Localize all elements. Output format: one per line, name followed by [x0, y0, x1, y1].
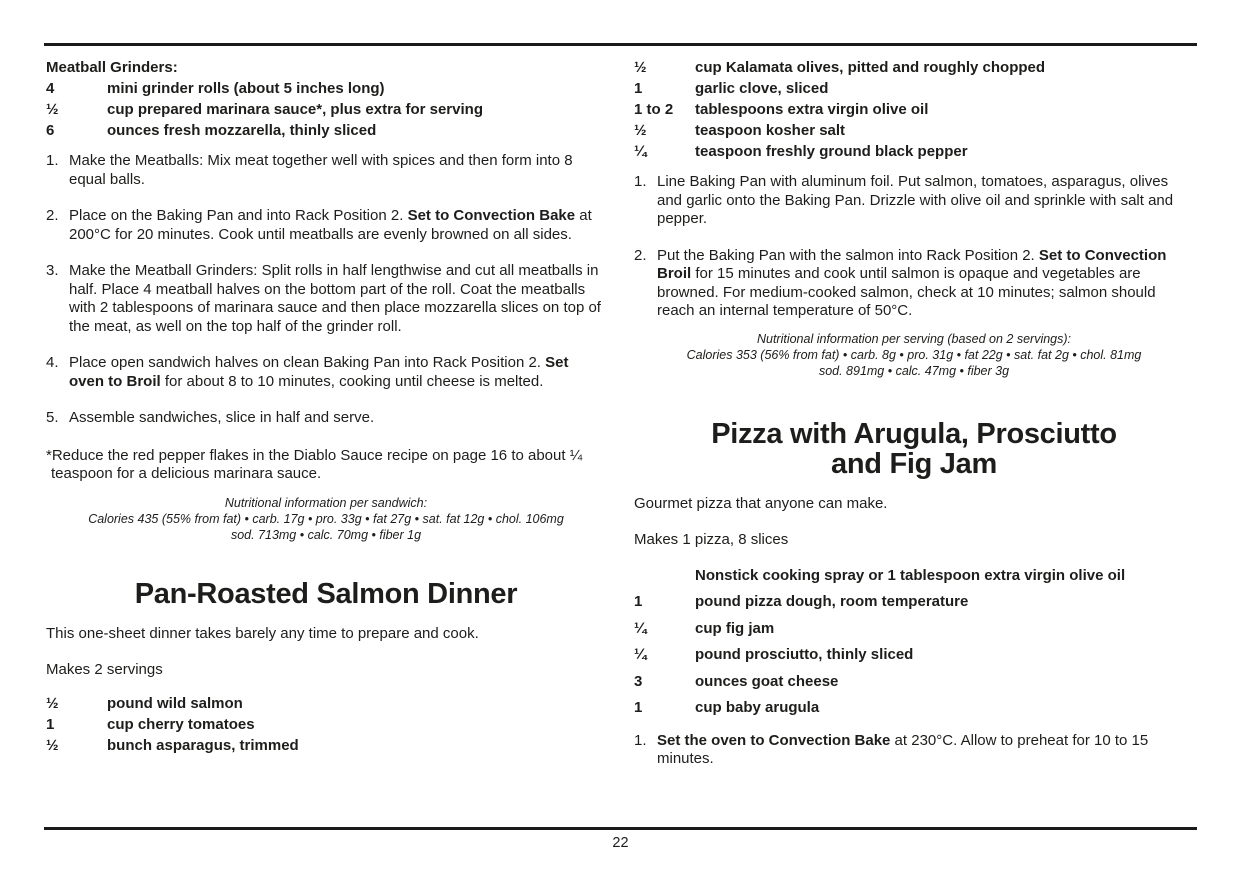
step-number: 5.	[46, 409, 59, 426]
step-text: Assemble sandwiches, slice in half and serve.	[69, 409, 375, 426]
top-rule	[44, 43, 1197, 46]
ingredient-row	[634, 695, 1194, 722]
ingredient-row	[634, 616, 1194, 643]
ingredient-amount: 1	[46, 715, 55, 733]
ingredient-amount: ½	[634, 122, 647, 139]
ingredient-amount: ¼	[634, 619, 647, 637]
ingredient-text: cup Kalamata olives, pitted and roughly chopped	[695, 59, 1046, 76]
recipe-intro: This one-sheet dinner takes barely any time to prepare and cook.	[46, 624, 479, 642]
ingredient-list-pizza	[634, 563, 1194, 722]
footnote: *Reduce the red pepper flakes in the Diablo Sauce recipe on page 16 to about ¼ teaspoon for a delicious marinara sauce.	[46, 446, 583, 482]
ingredient-row	[46, 120, 606, 141]
step-number: 1.	[634, 173, 647, 190]
recipe-yield: Makes 2 servings	[46, 661, 163, 678]
recipe-intro: Gourmet pizza that anyone can make.	[634, 494, 888, 512]
step-text: for 15 minutes and cook until salmon is opaque and vegetables are browned. For medium-cooked salmon, check at 10 minutes; salmon should reach an internal temperature of 50°C.	[657, 265, 1156, 319]
step-text: Put the Baking Pan with the salmon into Rack Position 2.	[657, 246, 1039, 264]
step-text: at 200°C for 20 minutes. Cook until meatballs are evenly browned on all sides.	[69, 207, 592, 243]
ingredient-amount: ½	[46, 694, 59, 712]
ingredient-text: mini grinder rolls (about 5 inches long)	[107, 80, 385, 97]
ingredient-row	[46, 99, 606, 120]
step-text: Line Baking Pan with aluminum foil. Put salmon, tomatoes, asparagus, olives and garlic onto the Baking Pan. Drizzle with olive oil and sprinkle with salt and pepper.	[657, 173, 1174, 227]
step-text-bold: Set the oven to Convection Bake	[657, 731, 891, 749]
ingredient-text: ounces goat cheese	[695, 672, 839, 690]
nutrition-info	[46, 495, 606, 543]
right-column	[634, 57, 1194, 769]
nutrition-line: Calories 353 (56% from fat) • carb. 8g • pro. 31g • fat 22g • sat. fat 2g • chol. 81mg	[686, 347, 1142, 362]
ingredient-row	[46, 693, 606, 714]
recipe-title-line: Pizza with Arugula, Prosciutto	[711, 417, 1117, 450]
ingredient-text: bunch asparagus, trimmed	[107, 736, 299, 754]
ingredient-list-salmon-continued	[634, 57, 1194, 162]
step-text-bold: Set to Convection Bake	[407, 207, 576, 224]
step-text: Make the Meatballs: Mix meat together well with spices and then form into 8 equal balls.	[69, 152, 573, 188]
ingredient-amount: 1	[634, 80, 643, 97]
ingredient-row	[634, 57, 1194, 78]
recipe-title-salmon: Pan-Roasted Salmon Dinner	[134, 577, 518, 610]
recipe-subheading: Meatball Grinders:	[46, 59, 178, 76]
ingredient-row	[46, 78, 606, 99]
step-number: 2.	[46, 207, 59, 224]
step-number: 1.	[46, 152, 59, 169]
ingredient-amount: 3	[634, 672, 643, 690]
ingredient-row	[634, 141, 1194, 162]
ingredient-text: cup fig jam	[695, 619, 775, 637]
ingredient-text: teaspoon kosher salt	[695, 122, 846, 139]
ingredient-row	[634, 120, 1194, 141]
nutrition-line: sod. 713mg • calc. 70mg • fiber 1g	[230, 527, 422, 542]
nutrition-line: Nutritional information per serving (based on 2 servings):	[756, 331, 1072, 346]
ingredient-amount: ¼	[634, 646, 647, 663]
ingredient-text: teaspoon freshly ground black pepper	[695, 143, 968, 160]
step-item	[634, 247, 1194, 321]
step-item	[46, 262, 606, 336]
step-item	[46, 207, 606, 244]
step-list-salmon	[634, 173, 1194, 321]
step-text-bold: Set oven to Broil	[69, 354, 569, 390]
ingredient-text: cup baby arugula	[695, 699, 820, 716]
step-number: 3.	[46, 262, 59, 279]
ingredient-list-grinders	[46, 78, 606, 141]
ingredient-text: Nonstick cooking spray or 1 tablespoon extra virgin olive oil	[695, 566, 1126, 584]
step-text: Place on the Baking Pan and into Rack Position 2.	[69, 207, 408, 224]
page-number: 22	[612, 835, 629, 851]
ingredient-row	[634, 669, 1194, 696]
ingredient-text: garlic clove, sliced	[695, 80, 829, 97]
recipe-yield: Makes 1 pizza, 8 slices	[634, 531, 789, 548]
ingredient-row	[46, 714, 606, 735]
step-item	[46, 409, 606, 428]
step-text: for about 8 to 10 minutes, cooking until cheese is melted.	[160, 372, 544, 390]
nutrition-info	[634, 331, 1194, 379]
step-item	[634, 173, 1194, 229]
step-list-grinders	[46, 152, 606, 428]
ingredient-text: pound wild salmon	[107, 694, 243, 712]
ingredient-row	[634, 642, 1194, 669]
step-number: 4.	[46, 354, 59, 371]
ingredient-text: pound pizza dough, room temperature	[695, 593, 969, 610]
ingredient-row	[634, 99, 1194, 120]
step-list-pizza	[634, 732, 1194, 769]
ingredient-text: cup prepared marinara sauce*, plus extra for serving	[107, 101, 483, 118]
ingredient-amount: ½	[46, 736, 59, 754]
step-number: 1.	[634, 731, 647, 749]
nutrition-line: Calories 435 (55% from fat) • carb. 17g • pro. 33g • fat 27g • sat. fat 12g • chol. 106mg	[88, 511, 564, 526]
left-column	[46, 57, 606, 769]
ingredient-amount: ½	[634, 59, 647, 76]
ingredient-amount: 1	[634, 593, 643, 610]
step-item	[634, 732, 1194, 769]
ingredient-row	[634, 78, 1194, 99]
step-item	[46, 152, 606, 189]
ingredient-row	[634, 563, 1194, 590]
ingredient-text: pound prosciutto, thinly sliced	[695, 646, 914, 663]
ingredient-list-salmon	[46, 693, 606, 756]
ingredient-row	[634, 589, 1194, 616]
ingredient-text: ounces fresh mozzarella, thinly sliced	[107, 122, 377, 139]
step-text: at 230°C. Allow to preheat for 10 to 15 minutes.	[657, 731, 1149, 767]
ingredient-text: cup cherry tomatoes	[107, 715, 255, 733]
ingredient-text: tablespoons extra virgin olive oil	[695, 101, 929, 118]
ingredient-amount: 1	[634, 699, 643, 716]
step-text: Place open sandwich halves on clean Baking Pan into Rack Position 2.	[69, 354, 546, 371]
ingredient-amount: 1 to 2	[634, 101, 674, 118]
ingredient-row	[46, 735, 606, 756]
page-columns	[46, 57, 1194, 769]
step-text: Make the Meatball Grinders: Split rolls in half lengthwise and cut all meatballs in half. Place 4 meatball halves on the bottom part of the roll. Coat the meatballs with 2 tablespoons of marinara sauce and then place mozzarella slices on top of the meat, as well on the top half of the grinder roll.	[69, 262, 601, 335]
nutrition-line: sod. 891mg • calc. 47mg • fiber 3g	[818, 363, 1010, 378]
nutrition-line: Nutritional information per sandwich:	[224, 495, 428, 510]
ingredient-amount: 4	[46, 80, 55, 97]
bottom-rule	[44, 827, 1197, 830]
step-text-bold: Set to Convection Broil	[657, 246, 1167, 282]
step-item	[46, 354, 606, 391]
ingredient-amount	[634, 563, 695, 590]
ingredient-amount: ½	[46, 101, 59, 118]
ingredient-amount: 6	[46, 122, 55, 139]
step-number: 2.	[634, 246, 647, 264]
recipe-title-pizza	[634, 419, 1194, 479]
recipe-title-line: and Fig Jam	[831, 447, 997, 480]
ingredient-amount: ¼	[634, 143, 647, 160]
